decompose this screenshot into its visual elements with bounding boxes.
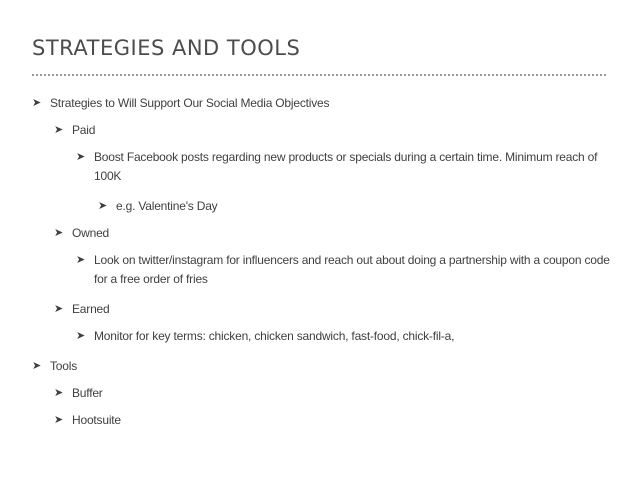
arrow-icon: ➤ — [76, 254, 86, 266]
bullet-text: Look on twitter/instagram for influencers and reach out about doing a partnership with a coupon code for a free order of fries — [94, 253, 610, 286]
arrow-icon: ➤ — [76, 330, 86, 342]
bullet-text: Buffer — [72, 386, 103, 400]
arrow-icon: ➤ — [54, 227, 64, 239]
bullet-text: Earned — [72, 302, 110, 316]
bullet-text: Monitor for key terms: chicken, chicken sandwich, fast-food, chick-fil-a, — [94, 329, 455, 343]
bullet-text: Strategies to Will Support Our Social Media Objectives — [50, 96, 330, 110]
arrow-icon: ➤ — [32, 97, 42, 109]
arrow-icon: ➤ — [54, 303, 64, 315]
slide-title: STRATEGIES AND TOOLS — [32, 36, 301, 60]
bullet-text: Paid — [72, 123, 96, 137]
arrow-icon: ➤ — [32, 360, 42, 372]
arrow-icon: ➤ — [76, 151, 86, 163]
bullet-text: Owned — [72, 226, 110, 240]
arrow-icon: ➤ — [98, 200, 108, 212]
bullet-text: Boost Facebook posts regarding new products or specials during a certain time. Minimum reach of 100K — [94, 150, 598, 183]
arrow-icon: ➤ — [54, 124, 64, 136]
bullet-text: Hootsuite — [72, 413, 121, 427]
arrow-icon: ➤ — [54, 387, 64, 399]
bullet-text: e.g. Valentine's Day — [116, 199, 218, 213]
arrow-icon: ➤ — [54, 414, 64, 426]
bullet-text: Tools — [50, 359, 78, 373]
